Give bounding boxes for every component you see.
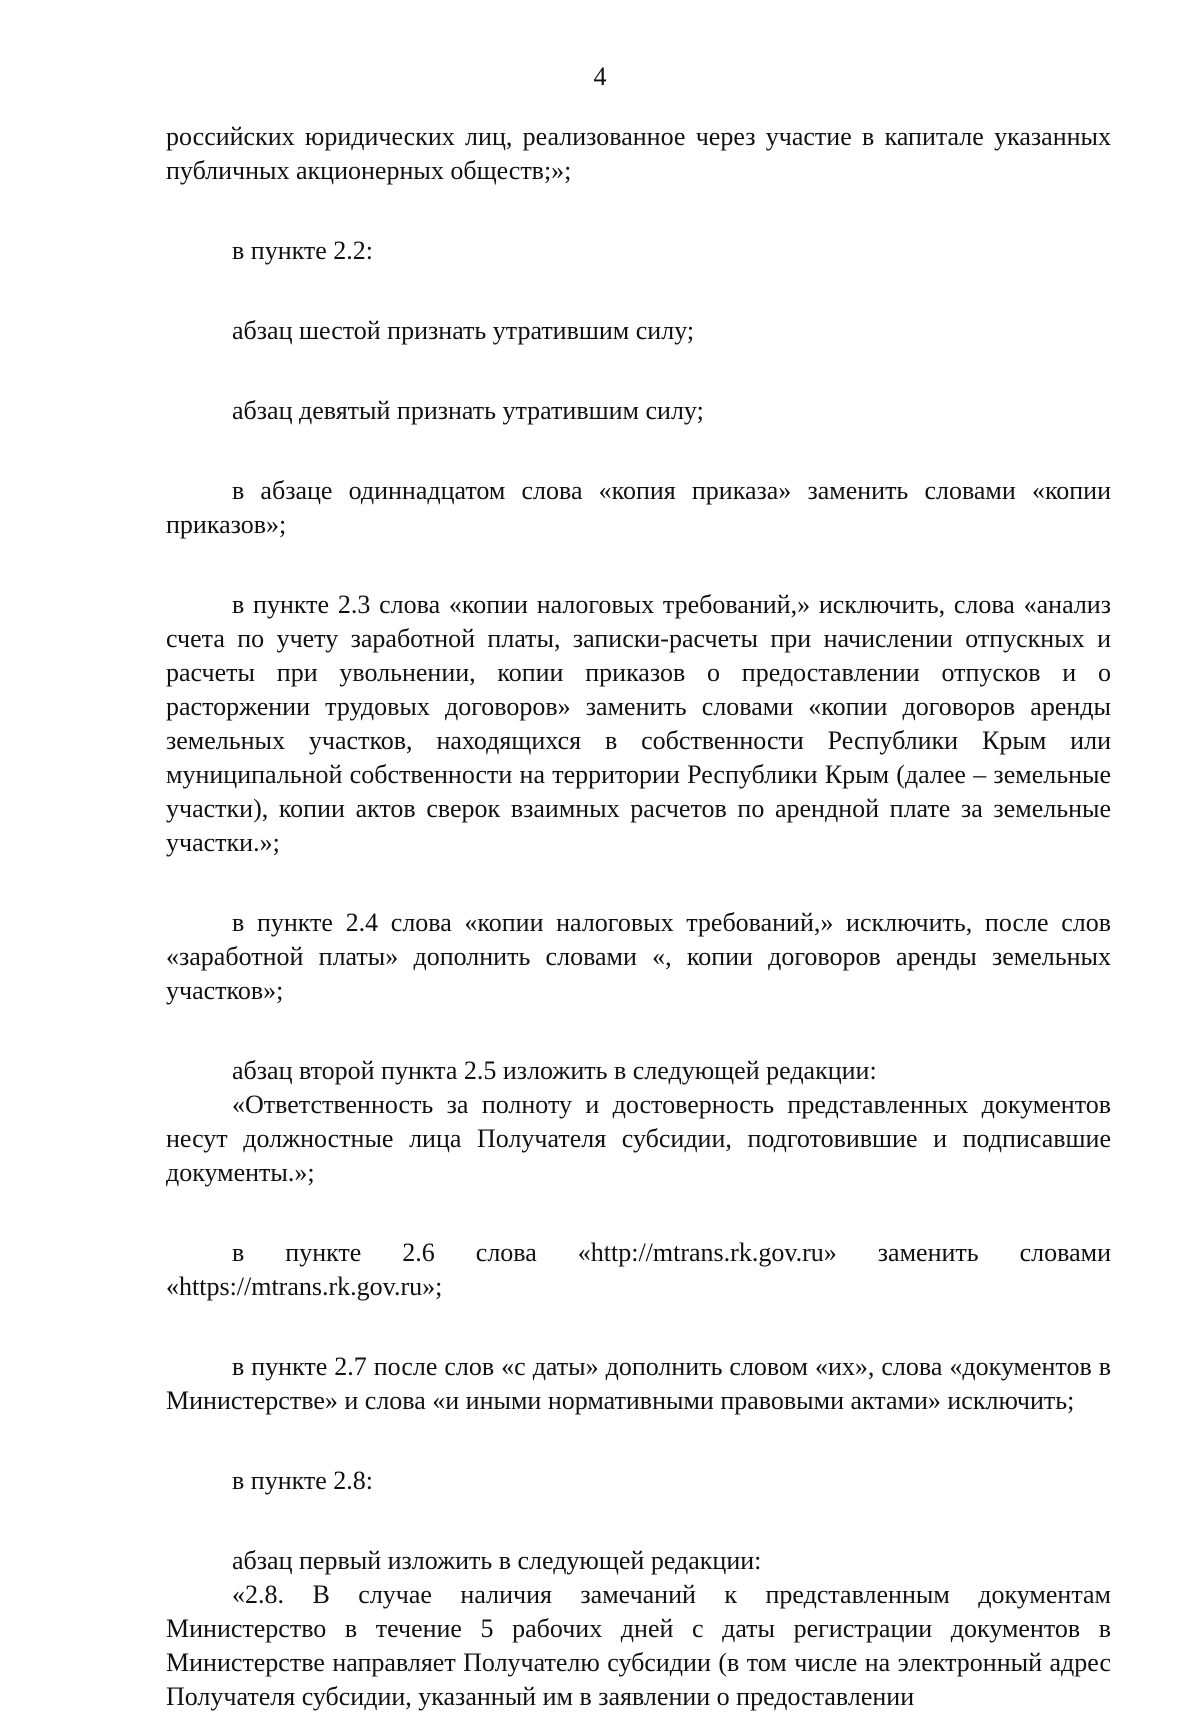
paragraph-point-2-8-quote: «2.8. В случае наличия замечаний к представленным документам Министерство в течение 5 рабочих дней с даты регистрации документов в Министерстве направляет Получателю субсидии (в том числе на электронный адрес Получателя субсидии, указанный им в заявлении о предоставлении: [166, 1580, 1111, 1711]
page-number: 4: [593, 62, 607, 91]
paragraph-point-2-2: в пункте 2.2:: [232, 236, 374, 265]
paragraph-sixth-abzac: абзац шестой признать утратившим силу;: [232, 316, 695, 345]
paragraph-eleventh-abzac: в абзаце одиннадцатом слова «копия приказа» заменить словами «копии приказов»;: [166, 476, 1111, 539]
paragraph-point-2-3: в пункте 2.3 слова «копии налоговых требований,» исключить, слова «анализ счета по учету заработной платы, записки-расчеты при начислении отпускных и расчеты при увольнении, копии приказов о предоставлении отпусков и о расторжении трудовых договоров» заменить словами «копии договоров аренды земельных участков, находящихся в собственности Республики Крым или муниципальной собственности на территории Республики Крым (далее – земельные участки), копии актов сверок взаимных расчетов по арендной плате за земельные участки.»;: [166, 590, 1111, 857]
paragraph-point-2-7: в пункте 2.7 после слов «с даты» дополнить словом «их», слова «документов в Министерстве» и слова «и иными нормативными правовыми актами» исключить;: [166, 1352, 1111, 1415]
paragraph-point-2-5-quote: «Ответственность за полноту и достоверность представленных документов несут должностные лица Получателя субсидии, подготовившие и подписавшие документы.»;: [166, 1090, 1111, 1187]
paragraph-point-2-6: в пункте 2.6 слова «http://mtrans.rk.gov.ru» заменить словами «https://mtrans.rk.gov.ru»;: [166, 1238, 1111, 1301]
paragraph-ninth-abzac: абзац девятый признать утратившим силу;: [232, 396, 704, 425]
document-body: [166, 120, 1111, 1714]
paragraph-point-2-8: в пункте 2.8:: [232, 1466, 374, 1495]
paragraph-first-abzac: абзац первый изложить в следующей редакции:: [232, 1546, 762, 1575]
paragraph-point-2-5: абзац второй пункта 2.5 изложить в следующей редакции:: [232, 1056, 877, 1085]
paragraph-continuation: российских юридических лиц, реализованное через участие в капитале указанных публичных акционерных обществ;»;: [166, 122, 1111, 185]
paragraph-point-2-4: в пункте 2.4 слова «копии налоговых требований,» исключить, после слов «заработной платы» дополнить словами «, копии договоров аренды земельных участков»;: [166, 908, 1111, 1005]
